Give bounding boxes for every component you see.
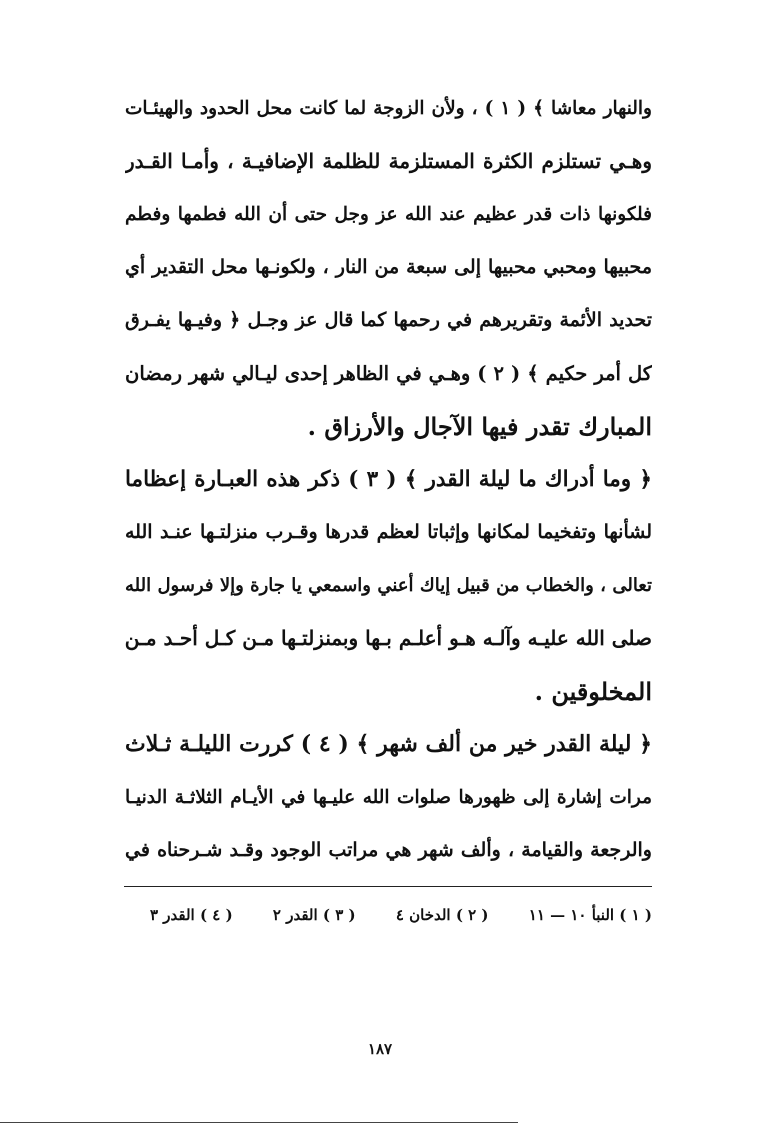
text-line-12: المخلوقين .: [534, 677, 652, 706]
text-line-9: لشأنها وتفخيما لمكانها وإثباتا لعظم قدرها وقـرب منزلتـها عنـد الله: [125, 521, 652, 543]
footnote-divider: [124, 886, 652, 887]
footnote-4: ( ٤ ) القدر ٣: [150, 906, 233, 924]
text-line-8: ﴿ وما أدراك ما ليلة القدر ﴾ ( ٣ ) ذكر هذه العبـارة إعظاما: [125, 467, 652, 492]
text-line-14: مرات إشارة إلى ظهورها صلوات الله عليـها في الأيـام الثلاثـة الدنيـا: [125, 787, 652, 808]
text-line-4: محبيها ومحبي محبيها إلى سبعة من النار ، ولكونـها محل التقدير أي: [125, 256, 652, 278]
footnote-3: ( ٣ ) القدر ٢: [272, 906, 356, 924]
text-line-7: المبارك تقدر فيها الآجال والأرزاق .: [307, 412, 652, 441]
text-line-1: والنهار معاشا ﴾ ( ١ ) ، ولأن الزوجة لما كانت محل الحدود والهيئـات: [125, 98, 652, 119]
text-line-15: والرجعة والقيامة ، وألف شهر هي مراتب الوجود وقـد شـرحناه في: [125, 839, 652, 861]
main-text: [125, 82, 652, 877]
text-line-2: وهـي تستلزم الكثرة المستلزمة للظلمة الإضافيـة ، وأمـا القـدر: [125, 149, 652, 173]
text-line-5: تحديد الأئمة وتقريرهم في رحمها كما قال عز وجـل ﴿ وفيـها يفـرق: [125, 309, 652, 331]
text-line-11: صلى الله عليـه وآلـه هـو أعلـم بـها وبمنزلتـها مـن كـل أحـد مـن: [125, 626, 652, 650]
text-line-6: كل أمر حكيم ﴾ ( ٢ ) وهـي في الظاهر إحدى ليـالي شهر رمضان: [125, 362, 652, 385]
footnotes: [150, 906, 652, 924]
footnote-1: ( ١ ) النبأ ١٠ — ١١: [528, 906, 652, 924]
text-line-10: تعالى ، والخطاب من قبيل إياك أعني واسمعي يا جارة وإلا فرسول الله: [125, 575, 652, 596]
page-number: ١٨٧: [367, 1040, 393, 1058]
text-line-3: فلكونها ذات قدر عظيم عند الله عز وجل حتى أن الله فطمها وفطم: [125, 204, 652, 225]
footnote-2: ( ٢ ) الدخان ٤: [395, 906, 489, 924]
scan-edge-line: [0, 1122, 518, 1123]
text-line-13: ﴿ ليلة القدر خير من ألف شهر ﴾ ( ٤ ) كررت الليلـة ثـلاث: [125, 731, 652, 757]
